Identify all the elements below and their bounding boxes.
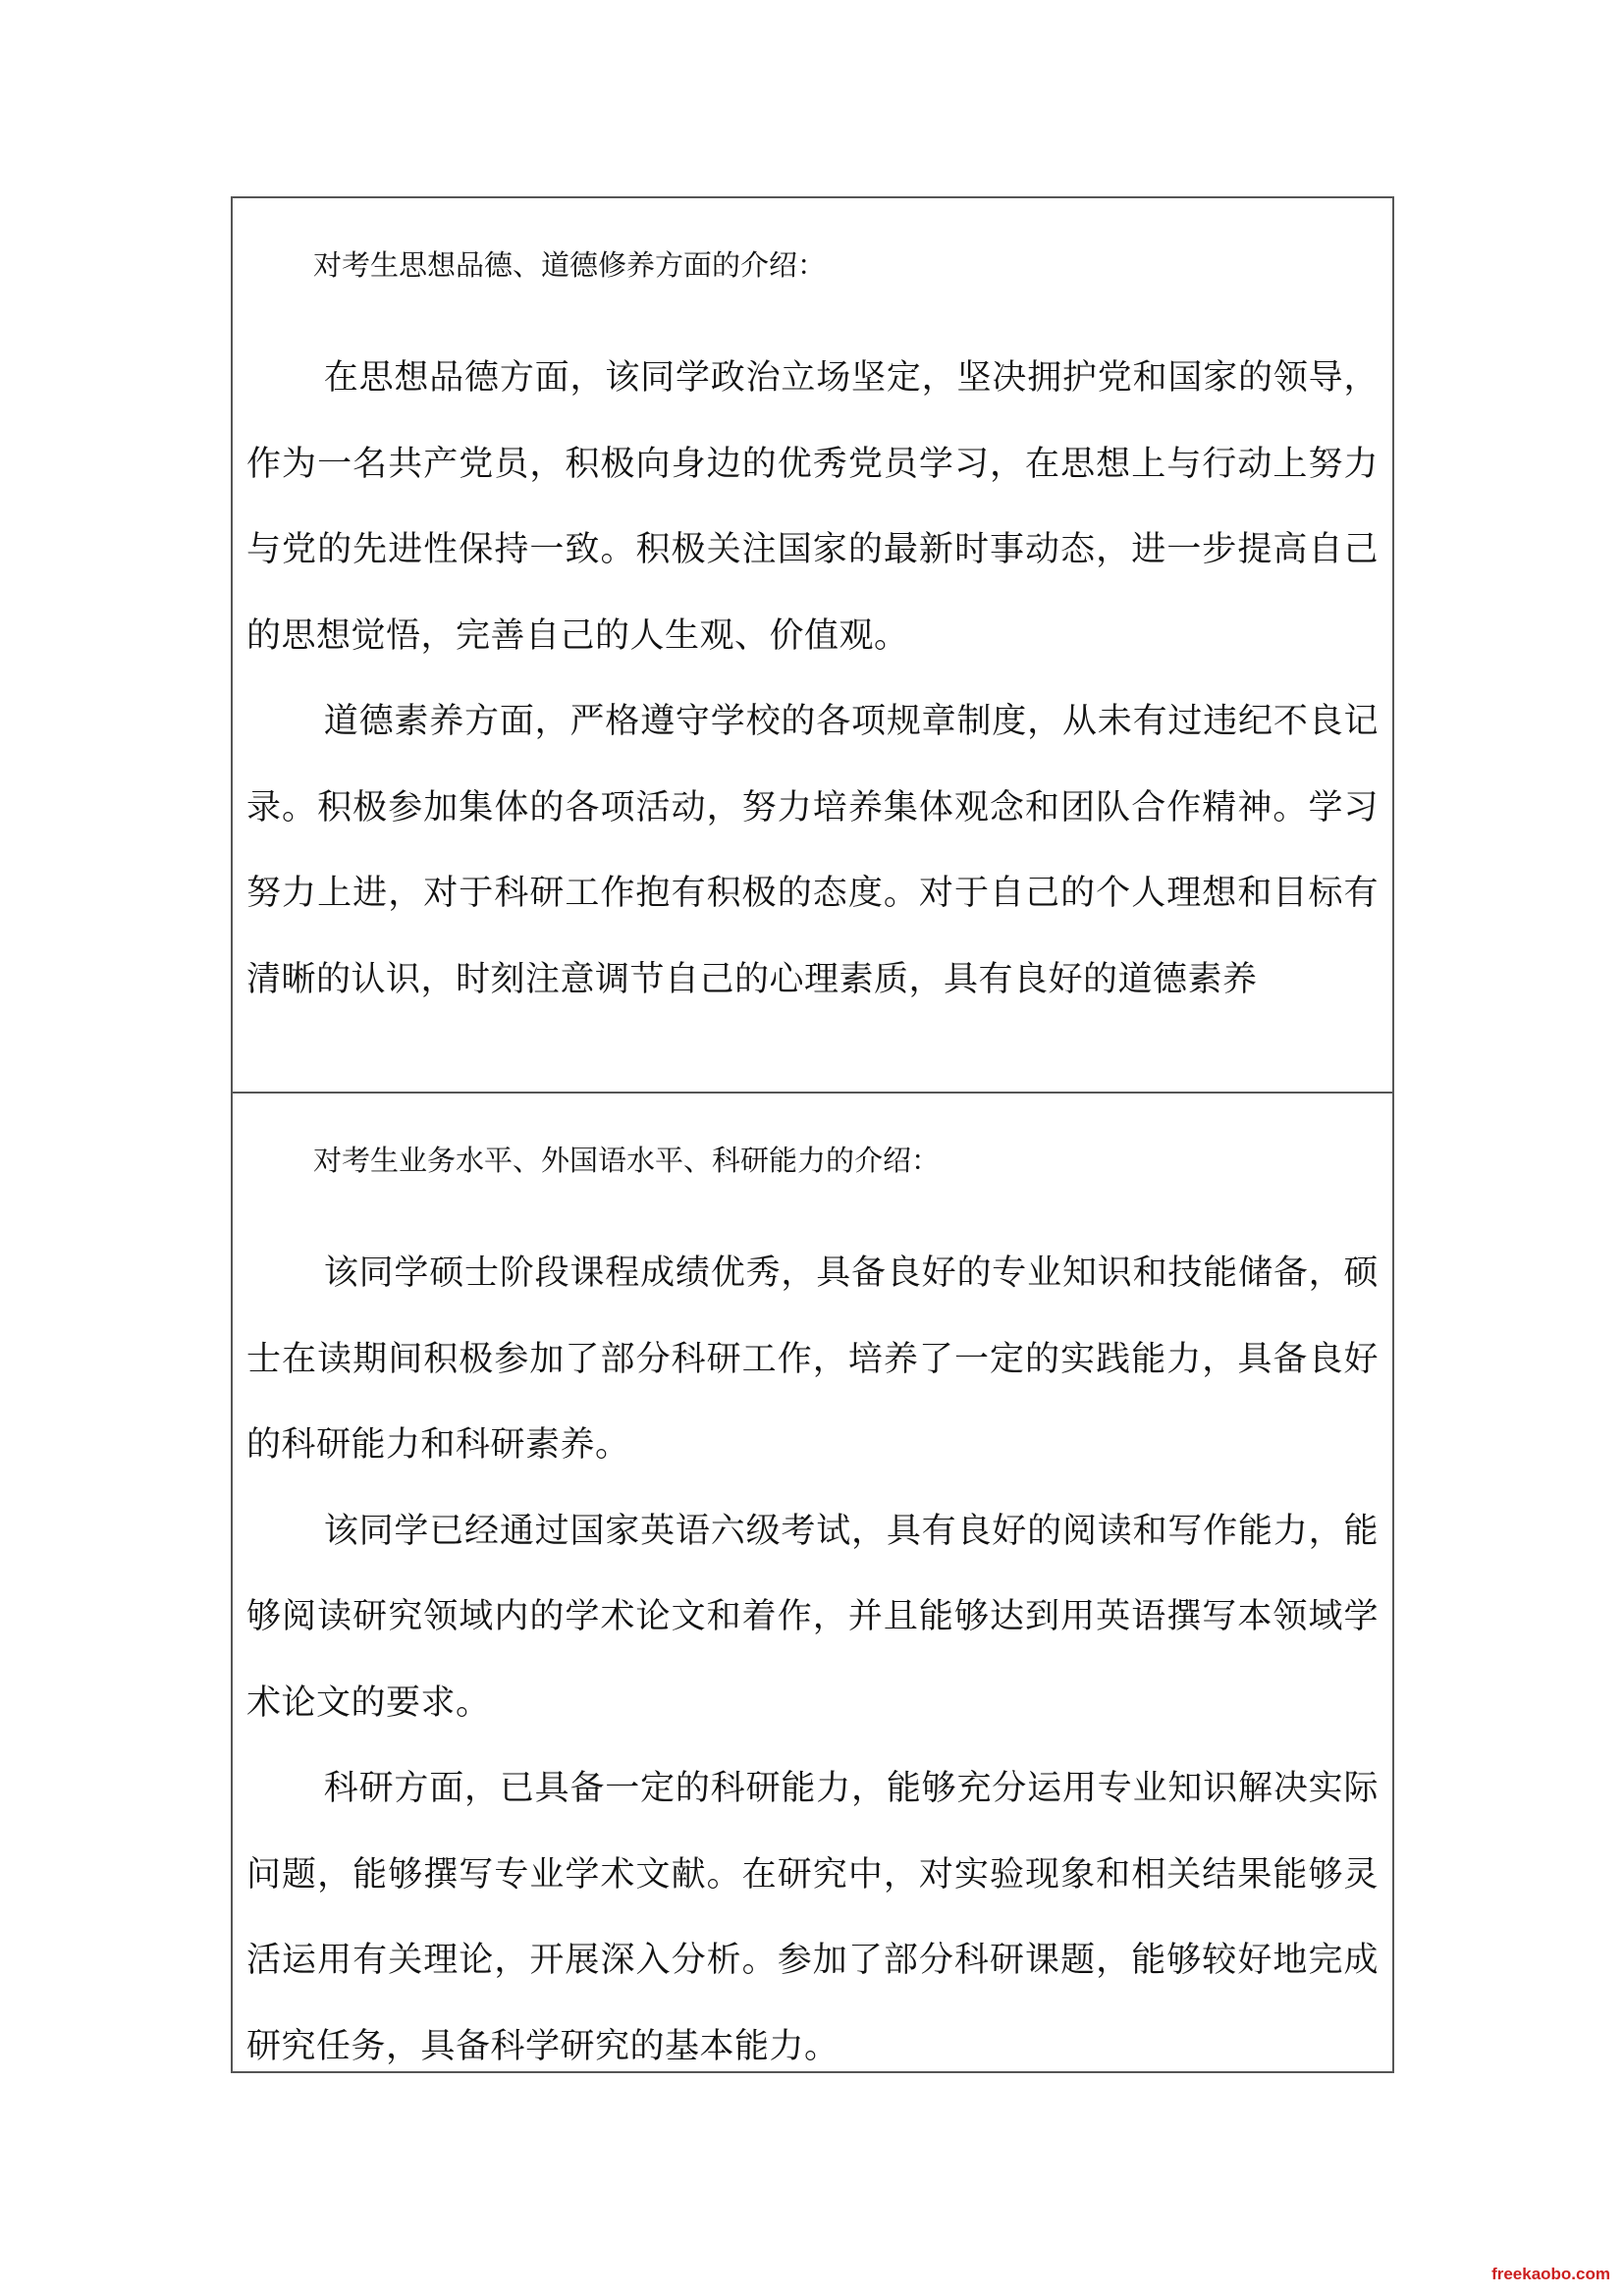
paragraph-moral-ideology: 在思想品德方面，该同学政治立场坚定，坚决拥护党和国家的领导，作为一名共产党员，积极向身边的优秀党员学习，在思想上与行动上努力与党的先进性保持一致。积极关注国家的最新时事动态，进一步提高自己的思想觉悟，完善自己的人生观、价值观。 — [246, 358, 1379, 656]
recommendation-form-table — [231, 196, 1394, 2073]
section-heading-moral: 对考生思想品德、道德修养方面的介绍： — [313, 248, 827, 282]
paragraph-academic-english: 该同学已经通过国家英语六级考试，具有良好的阅读和写作能力，能够阅读研究领域内的学术论文和着作，并且能够达到用英语撰写本领域学术论文的要求。 — [246, 1511, 1379, 1723]
site-watermark: freekaobo.com — [1491, 2265, 1610, 2283]
paragraph-academic-coursework: 该同学硕士阶段课程成绩优秀，具备良好的专业知识和技能储备，硕士在读期间积极参加了部分科研工作，培养了一定的实践能力，具备良好的科研能力和科研素养。 — [246, 1254, 1379, 1465]
paragraphs-academic — [246, 1231, 1379, 2090]
section-heading-academic: 对考生业务水平、外国语水平、科研能力的介绍： — [313, 1144, 941, 1177]
section-academic-ability — [233, 1094, 1392, 2071]
paragraphs-moral — [246, 336, 1379, 1023]
section-moral-character — [233, 198, 1392, 1094]
paragraph-academic-research: 科研方面，已具备一定的科研能力，能够充分运用专业知识解决实际问题，能够撰写专业学术文献。在研究中，对实验现象和相关结果能够灵活运用有关理论，开展深入分析。参加了部分科研课题，能够较好地完成研究任务，具备科学研究的基本能力。 — [246, 1769, 1379, 2066]
paragraph-moral-cultivation: 道德素养方面，严格遵守学校的各项规章制度，从未有过违纪不良记录。积极参加集体的各项活动，努力培养集体观念和团队合作精神。学习努力上进，对于科研工作抱有积极的态度。对于自己的个人理想和目标有清晰的认识，时刻注意调节自己的心理素质，具有良好的道德素养 — [246, 702, 1379, 999]
